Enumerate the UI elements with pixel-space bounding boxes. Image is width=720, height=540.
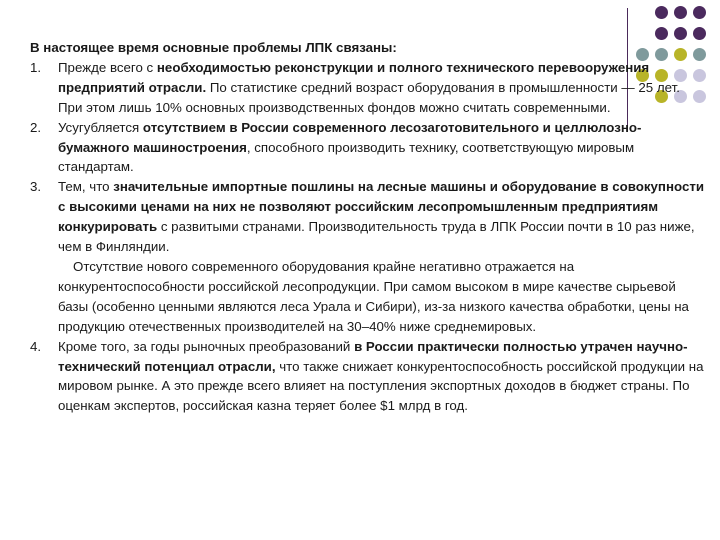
- list-item: [30, 118, 706, 178]
- list-item-number: 1.: [30, 59, 42, 75]
- bold-text: необходимостью реконструкции и полного технического перевооружения предприятий отрасли.: [58, 59, 650, 95]
- body-text: с развитыми странами. Производительность труда в ЛПК России почти в 10 раз ниже, чем в Финляндии.: [58, 219, 695, 255]
- body-text: Прежде всего с: [58, 59, 157, 75]
- list-item: [30, 58, 706, 118]
- decor-dot: [674, 6, 687, 19]
- list-item-number: 3.: [30, 179, 42, 195]
- body-text: , способного производить технику, соответствующую мировым стандартам.: [58, 139, 635, 175]
- body-text: Кроме того, за годы рыночных преобразований: [58, 338, 355, 354]
- body-text: что также снижает конкурентоспособность российской продукции на мировом рынке. А это прежде всего влияет на поступления экспортных доходов в бюджет страны. По оценкам экспертов, российская казна теряет более $1 млрд в год.: [58, 358, 704, 414]
- list-item: [30, 177, 706, 257]
- list-paragraph: [30, 257, 706, 337]
- list-item: [30, 337, 706, 417]
- body-text: Тем, что: [58, 179, 114, 195]
- slide-heading: В настоящее время основные проблемы ЛПК связаны:: [30, 40, 397, 55]
- body-text: Отсутствие нового современного оборудования крайне негативно отражается на конкурентоспособности российской лесопродукции. При самом высоком в мире качестве сырьевой базы (особенно ценными являются леса Урала и Сибири), из-за низкого качества обработки, цены на продукцию отечественных производителей на 30–40% ниже среднемировых.: [58, 258, 689, 334]
- body-text: Усугубляется: [58, 119, 143, 135]
- problem-list: [30, 58, 706, 416]
- list-item-number: 2.: [30, 119, 42, 135]
- body-text: По статистике средний возраст оборудования в промышленности — 25 лет. При этом лишь 10% основных производственных фондов можно считать современными.: [58, 79, 680, 115]
- bold-text: в России практически полностью утрачен научно-технический потенциал отрасли,: [58, 338, 688, 374]
- decor-dot: [693, 6, 706, 19]
- slide-body: [30, 38, 706, 416]
- decor-dot: [655, 6, 668, 19]
- list-item-number: 4.: [30, 338, 42, 354]
- bold-text: значительные импортные пошлины на лесные машины и оборудование в совокупности с высокими ценами на них не позволяют российским лесопромышленным предприятиям конкурировать: [58, 179, 705, 235]
- bold-text: отсутствием в России современного лесозаготовительного и целлюлозно-бумажного машиностроения: [58, 119, 642, 155]
